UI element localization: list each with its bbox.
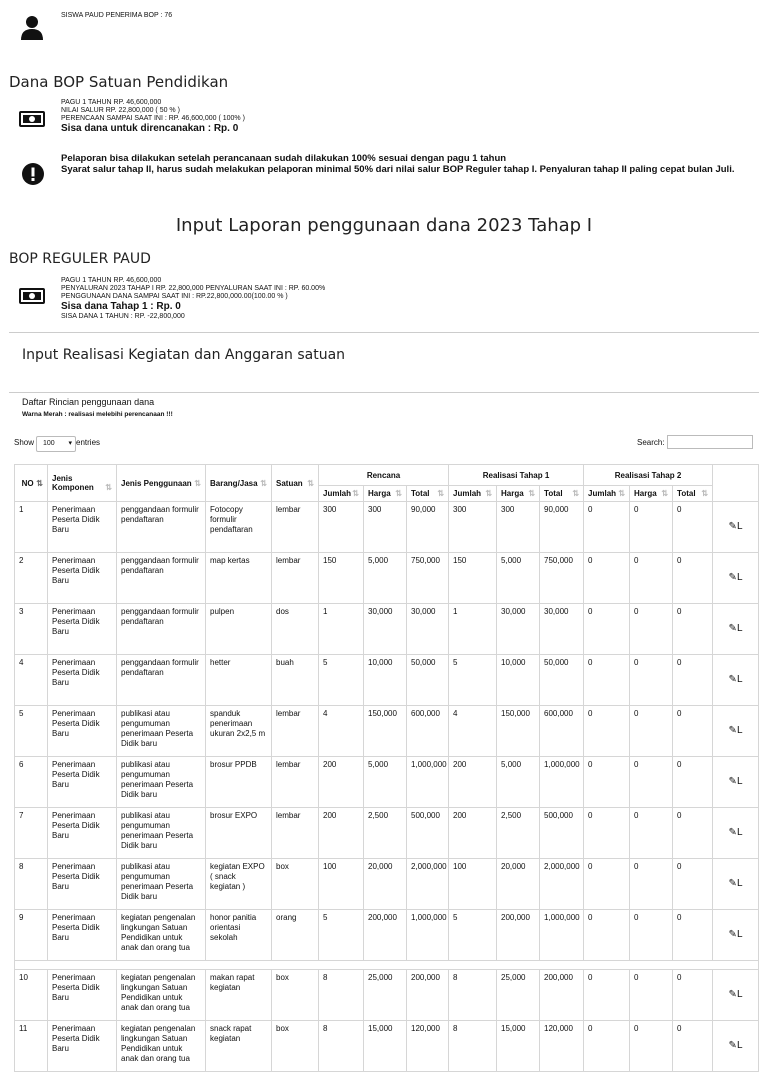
cell-penggunaan: publikasi atau pengumuman penerimaan Peserta Didik baru	[117, 706, 206, 757]
cell-r-j: 200	[319, 808, 364, 859]
cell-t1-h: 300	[497, 502, 540, 553]
edit-label: L	[736, 827, 743, 838]
edit-cell	[713, 706, 759, 757]
cell-barang: spanduk penerimaan ukuran 2x2,5 m	[206, 706, 272, 757]
cell-no: 7	[15, 808, 48, 859]
cell-barang: snack rapat kegiatan	[206, 1021, 272, 1072]
cell-t2-t: 0	[673, 502, 713, 553]
cell-t1-h: 20,000	[497, 859, 540, 910]
edit-button[interactable]	[729, 725, 743, 736]
cell-r-j: 200	[319, 757, 364, 808]
table-row	[15, 859, 759, 910]
cell-t1-j: 200	[449, 757, 497, 808]
cell-no: 1	[15, 502, 48, 553]
cell-jenis: Penerimaan Peserta Didik Baru	[48, 604, 117, 655]
cell-r-h: 25,000	[364, 970, 407, 1021]
cell-jenis: Penerimaan Peserta Didik Baru	[48, 910, 117, 961]
money-icon	[19, 111, 45, 132]
cell-t2-j: 0	[584, 1021, 630, 1072]
cell-t2-j: 0	[584, 808, 630, 859]
cell-t2-t: 0	[673, 553, 713, 604]
edit-cell	[713, 970, 759, 1021]
edit-label: L	[736, 989, 743, 1000]
cell-t2-t: 0	[673, 1021, 713, 1072]
reguler-sisa-tahap-line: Sisa dana Tahap 1 : Rp. 0	[61, 301, 181, 312]
cell-penggunaan: penggandaan formulir pendaftaran	[117, 604, 206, 655]
cell-r-h: 15,000	[364, 1021, 407, 1072]
reguler-pagu-line: PAGU 1 TAHUN RP. 46,600,000	[61, 277, 162, 284]
edit-label: L	[736, 623, 743, 634]
sort-icon: ⇅	[485, 489, 493, 498]
cell-no: 2	[15, 553, 48, 604]
cell-t1-t: 120,000	[540, 1021, 584, 1072]
edit-label: L	[736, 929, 743, 940]
exclamation-icon	[22, 163, 44, 190]
cell-barang: makan rapat kegiatan	[206, 970, 272, 1021]
sort-asc-icon: ⇅	[36, 478, 43, 488]
cell-t1-t: 750,000	[540, 553, 584, 604]
cell-t1-t: 2,000,000	[540, 859, 584, 910]
pencil-icon: ✎	[728, 674, 737, 685]
cell-no: 3	[15, 604, 48, 655]
sort-icon: ⇅	[701, 489, 709, 498]
cell-t1-t: 500,000	[540, 808, 584, 859]
sort-icon: ⇅	[105, 483, 112, 492]
cell-penggunaan: kegiatan pengenalan lingkungan Satuan Pendidikan untuk anak dan orang tua	[117, 1021, 206, 1072]
cell-t2-h: 0	[630, 706, 673, 757]
pencil-icon: ✎	[728, 929, 737, 940]
pencil-icon: ✎	[728, 827, 737, 838]
cell-jenis: Penerimaan Peserta Didik Baru	[48, 808, 117, 859]
cell-r-j: 8	[319, 1021, 364, 1072]
cell-satuan: box	[272, 859, 319, 910]
col-no[interactable]: NO ⇅	[15, 465, 48, 502]
cell-t2-t: 0	[673, 970, 713, 1021]
cell-no: 6	[15, 757, 48, 808]
search-label: Search:	[637, 438, 665, 447]
cell-t2-t: 0	[673, 706, 713, 757]
salur-line: NILAI SALUR RP. 22,800,000 ( 50 % )	[61, 107, 180, 114]
cell-r-h: 20,000	[364, 859, 407, 910]
cell-t2-t: 0	[673, 604, 713, 655]
cell-t2-t: 0	[673, 808, 713, 859]
cell-r-t: 600,000	[407, 706, 449, 757]
students-count: SISWA PAUD PENERIMA BOP : 76	[61, 12, 173, 19]
rincian-table	[14, 464, 759, 1072]
cell-t2-h: 0	[630, 910, 673, 961]
cell-satuan: box	[272, 1021, 319, 1072]
cell-jenis: Penerimaan Peserta Didik Baru	[48, 502, 117, 553]
cell-r-j: 4	[319, 706, 364, 757]
cell-barang: honor panitia orientasi sekolah	[206, 910, 272, 961]
edit-cell	[713, 655, 759, 706]
reguler-penggunaan-line: PENGGUNAAN DANA SAMPAI SAAT INI : RP.22,800,000.00(100.00 % )	[61, 293, 288, 300]
col-barang-jasa[interactable]: Barang/Jasa ⇅	[206, 465, 272, 502]
edit-button[interactable]	[729, 674, 743, 685]
cell-r-t: 50,000	[407, 655, 449, 706]
cell-t2-t: 0	[673, 757, 713, 808]
group-tahap-1: Realisasi Tahap 1	[449, 465, 584, 486]
cell-r-j: 150	[319, 553, 364, 604]
warning-text: Warna Merah : realisasi melebihi perencanaan !!!	[22, 411, 173, 418]
edit-cell	[713, 1021, 759, 1072]
pencil-icon: ✎	[728, 1040, 737, 1051]
sort-icon: ⇅	[395, 489, 402, 498]
cell-t2-j: 0	[584, 706, 630, 757]
table-row	[15, 1021, 759, 1072]
edit-label: L	[736, 776, 743, 787]
cell-jenis: Penerimaan Peserta Didik Baru	[48, 859, 117, 910]
cell-r-j: 5	[319, 910, 364, 961]
cell-barang: map kertas	[206, 553, 272, 604]
cell-t1-h: 15,000	[497, 1021, 540, 1072]
cell-t2-h: 0	[630, 757, 673, 808]
cell-penggunaan: kegiatan pengenalan lingkungan Satuan Pendidikan untuk anak dan orang tua	[117, 910, 206, 961]
cell-t2-h: 0	[630, 808, 673, 859]
cell-t1-j: 8	[449, 1021, 497, 1072]
entries-select[interactable]	[36, 436, 76, 452]
cell-t1-j: 5	[449, 910, 497, 961]
table-row	[15, 604, 759, 655]
cell-no: 10	[15, 970, 48, 1021]
page-title: Input Laporan penggunaan dana 2023 Tahap I	[175, 215, 593, 236]
cell-satuan: lembar	[272, 502, 319, 553]
sort-icon: ⇅	[194, 478, 201, 488]
col-tahap2-jumlah[interactable]: Jumlah ⇅	[584, 486, 630, 502]
cell-t2-h: 0	[630, 859, 673, 910]
cell-satuan: dos	[272, 604, 319, 655]
group-rencana: Rencana	[319, 465, 449, 486]
cell-t2-t: 0	[673, 655, 713, 706]
cell-no: 9	[15, 910, 48, 961]
notice-line-2: Syarat salur tahap II, harus sudah melakukan pelaporan minimal 50% dari nilai salur BOP Reguler tahap I. Penyaluran tahap II paling cepat bulan Juli.	[61, 164, 735, 175]
cell-r-h: 5,000	[364, 553, 407, 604]
col-jenis-komponen[interactable]: Jenis Komponen ⇅	[48, 465, 117, 502]
col-tahap2-total[interactable]: Total ⇅	[673, 486, 713, 502]
pencil-icon: ✎	[728, 623, 737, 634]
cell-r-h: 5,000	[364, 757, 407, 808]
cell-penggunaan: publikasi atau pengumuman penerimaan Peserta Didik baru	[117, 859, 206, 910]
cell-barang: kegiatan EXPO ( snack kegiatan )	[206, 859, 272, 910]
cell-t1-t: 1,000,000	[540, 910, 584, 961]
cell-satuan: lembar	[272, 553, 319, 604]
table-row	[15, 502, 759, 553]
show-label: Show	[14, 438, 35, 447]
pencil-icon: ✎	[728, 521, 737, 532]
cell-jenis: Penerimaan Peserta Didik Baru	[48, 1021, 117, 1072]
sort-icon: ⇅	[661, 489, 669, 498]
edit-label: L	[736, 572, 743, 583]
cell-t2-j: 0	[584, 604, 630, 655]
edit-cell	[713, 859, 759, 910]
cell-r-j: 5	[319, 655, 364, 706]
cell-penggunaan: penggandaan formulir pendaftaran	[117, 655, 206, 706]
cell-barang: Fotocopy formulir pendaftaran	[206, 502, 272, 553]
cell-t2-h: 0	[630, 655, 673, 706]
sort-icon: ⇅	[307, 478, 314, 488]
edit-cell	[713, 910, 759, 961]
cell-r-t: 120,000	[407, 1021, 449, 1072]
entries-label: entries	[76, 438, 101, 447]
pencil-icon: ✎	[728, 725, 737, 736]
pagu-line: PAGU 1 TAHUN RP. 46,600,000	[61, 99, 162, 106]
cell-r-t: 1,000,000	[407, 757, 449, 808]
pencil-icon: ✎	[728, 878, 737, 889]
edit-label: L	[736, 878, 743, 889]
cell-t1-j: 8	[449, 970, 497, 1021]
cell-r-h: 300	[364, 502, 407, 553]
edit-label: L	[736, 725, 743, 736]
table-row	[15, 970, 759, 1021]
cell-t1-j: 1	[449, 604, 497, 655]
reguler-title: BOP REGULER PAUD	[9, 251, 151, 267]
cell-r-t: 750,000	[407, 553, 449, 604]
notice-line-1: Pelaporan bisa dilakukan setelah perancanaan sudah dilakukan 100% sesuai dengan pagu 1 tahun	[61, 153, 507, 164]
cell-satuan: box	[272, 970, 319, 1021]
cell-no: 11	[15, 1021, 48, 1072]
cell-penggunaan: publikasi atau pengumuman penerimaan Peserta Didik baru	[117, 808, 206, 859]
page-break-cell	[15, 961, 759, 970]
cell-t1-h: 200,000	[497, 910, 540, 961]
user-icon	[20, 14, 44, 40]
table-row	[15, 910, 759, 961]
cell-penggunaan: penggandaan formulir pendaftaran	[117, 553, 206, 604]
edit-label: L	[736, 674, 743, 685]
edit-cell	[713, 757, 759, 808]
cell-jenis: Penerimaan Peserta Didik Baru	[48, 706, 117, 757]
col-rencana-jumlah[interactable]: Jumlah ⇅	[319, 486, 364, 502]
cell-t1-h: 150,000	[497, 706, 540, 757]
sort-icon: ⇅	[618, 489, 626, 498]
table-row	[15, 655, 759, 706]
edit-cell	[713, 553, 759, 604]
col-action	[713, 465, 759, 502]
cell-r-j: 100	[319, 859, 364, 910]
cell-t1-t: 30,000	[540, 604, 584, 655]
pencil-icon: ✎	[728, 776, 737, 787]
col-rencana-total[interactable]: Total ⇅	[407, 486, 449, 502]
cell-t2-j: 0	[584, 859, 630, 910]
sort-icon: ⇅	[528, 489, 536, 498]
cell-t2-h: 0	[630, 502, 673, 553]
sisa-dana-line: Sisa dana untuk direncanakan : Rp. 0	[61, 123, 239, 134]
cell-r-h: 200,000	[364, 910, 407, 961]
cell-r-t: 500,000	[407, 808, 449, 859]
table-row	[15, 553, 759, 604]
edit-label: L	[736, 1040, 743, 1051]
cell-penggunaan: penggandaan formulir pendaftaran	[117, 502, 206, 553]
table-row	[15, 706, 759, 757]
cell-t1-h: 5,000	[497, 757, 540, 808]
col-tahap1-jumlah[interactable]: Jumlah ⇅	[449, 486, 497, 502]
chevron-down-icon: ▾	[68, 440, 72, 447]
cell-r-t: 90,000	[407, 502, 449, 553]
cell-t2-j: 0	[584, 757, 630, 808]
cell-r-h: 2,500	[364, 808, 407, 859]
pencil-icon: ✎	[728, 572, 737, 583]
cell-satuan: lembar	[272, 757, 319, 808]
cell-t2-h: 0	[630, 604, 673, 655]
cell-r-t: 1,000,000	[407, 910, 449, 961]
list-title: Daftar Rincian penggunaan dana	[22, 397, 155, 407]
cell-r-h: 150,000	[364, 706, 407, 757]
cell-t2-j: 0	[584, 655, 630, 706]
cell-jenis: Penerimaan Peserta Didik Baru	[48, 970, 117, 1021]
cell-t1-j: 5	[449, 655, 497, 706]
cell-t2-j: 0	[584, 970, 630, 1021]
sort-icon: ⇅	[572, 489, 580, 498]
edit-button[interactable]	[729, 989, 743, 1000]
edit-cell	[713, 502, 759, 553]
col-rencana-harga[interactable]: Harga ⇅	[364, 486, 407, 502]
cell-t2-h: 0	[630, 970, 673, 1021]
cell-no: 5	[15, 706, 48, 757]
cell-satuan: buah	[272, 655, 319, 706]
cell-r-t: 200,000	[407, 970, 449, 1021]
cell-t2-j: 0	[584, 553, 630, 604]
cell-barang: pulpen	[206, 604, 272, 655]
dana-title: Dana BOP Satuan Pendidikan	[9, 73, 229, 91]
edit-cell	[713, 808, 759, 859]
cell-t2-t: 0	[673, 910, 713, 961]
cell-t2-h: 0	[630, 553, 673, 604]
cell-satuan: lembar	[272, 706, 319, 757]
cell-t2-j: 0	[584, 910, 630, 961]
col-jenis-penggunaan[interactable]: Jenis Penggunaan ⇅	[117, 465, 206, 502]
cell-t1-h: 5,000	[497, 553, 540, 604]
cell-t1-j: 150	[449, 553, 497, 604]
cell-penggunaan: kegiatan pengenalan lingkungan Satuan Pendidikan untuk anak dan orang tua	[117, 970, 206, 1021]
cell-t1-t: 600,000	[540, 706, 584, 757]
cell-r-h: 30,000	[364, 604, 407, 655]
cell-t1-h: 25,000	[497, 970, 540, 1021]
cell-no: 4	[15, 655, 48, 706]
cell-penggunaan: publikasi atau pengumuman penerimaan Peserta Didik baru	[117, 757, 206, 808]
cell-jenis: Penerimaan Peserta Didik Baru	[48, 553, 117, 604]
reguler-sisa-tahun-line: SISA DANA 1 TAHUN : RP. -22,800,000	[61, 313, 185, 320]
cell-no: 8	[15, 859, 48, 910]
cell-t1-j: 100	[449, 859, 497, 910]
cell-t1-h: 2,500	[497, 808, 540, 859]
money-icon	[19, 288, 45, 309]
col-tahap2-harga[interactable]: Harga ⇅	[630, 486, 673, 502]
cell-t2-j: 0	[584, 502, 630, 553]
edit-button[interactable]	[729, 1040, 743, 1051]
cell-r-j: 300	[319, 502, 364, 553]
cell-t1-j: 200	[449, 808, 497, 859]
cell-t1-t: 50,000	[540, 655, 584, 706]
edit-button[interactable]	[729, 521, 743, 532]
sort-icon: ⇅	[437, 489, 445, 498]
cell-t2-t: 0	[673, 859, 713, 910]
search-input[interactable]	[667, 435, 753, 449]
sort-icon: ⇅	[352, 489, 359, 498]
cell-jenis: Penerimaan Peserta Didik Baru	[48, 655, 117, 706]
pencil-icon: ✎	[728, 989, 737, 1000]
edit-button[interactable]	[729, 827, 743, 838]
cell-r-h: 10,000	[364, 655, 407, 706]
cell-t1-j: 4	[449, 706, 497, 757]
col-satuan[interactable]: Satuan ⇅	[272, 465, 319, 502]
col-tahap1-harga[interactable]: Harga ⇅	[497, 486, 540, 502]
edit-label: L	[736, 521, 743, 532]
edit-button[interactable]	[729, 776, 743, 787]
edit-button[interactable]	[729, 572, 743, 583]
table-page-break	[15, 961, 759, 970]
edit-button[interactable]	[729, 878, 743, 889]
cell-t1-h: 30,000	[497, 604, 540, 655]
perencanaan-line: PERENCAAN SAMPAI SAAT INI : RP. 46,600,000 ( 100% )	[61, 115, 245, 122]
reguler-penyaluran-line: PENYALURAN 2023 TAHAP I RP. 22,800,000 PENYALURAN SAAT INI : RP. 60.00%	[61, 285, 326, 292]
cell-barang: brosur PPDB	[206, 757, 272, 808]
cell-jenis: Penerimaan Peserta Didik Baru	[48, 757, 117, 808]
cell-t1-h: 10,000	[497, 655, 540, 706]
edit-button[interactable]	[729, 623, 743, 634]
cell-t1-t: 1,000,000	[540, 757, 584, 808]
section-title: Input Realisasi Kegiatan dan Anggaran satuan	[22, 347, 346, 363]
col-tahap1-total[interactable]: Total ⇅	[540, 486, 584, 502]
table-row	[15, 808, 759, 859]
group-tahap-2: Realisasi Tahap 2	[584, 465, 713, 486]
cell-satuan: orang	[272, 910, 319, 961]
cell-t1-t: 200,000	[540, 970, 584, 1021]
cell-barang: hetter	[206, 655, 272, 706]
edit-cell	[713, 604, 759, 655]
table-row	[15, 757, 759, 808]
cell-t1-t: 90,000	[540, 502, 584, 553]
sort-icon: ⇅	[260, 478, 267, 488]
entries-select-value: 100	[43, 440, 55, 447]
edit-button[interactable]	[729, 929, 743, 940]
cell-r-j: 1	[319, 604, 364, 655]
cell-t1-j: 300	[449, 502, 497, 553]
cell-r-t: 2,000,000	[407, 859, 449, 910]
cell-barang: brosur EXPO	[206, 808, 272, 859]
cell-r-t: 30,000	[407, 604, 449, 655]
cell-t2-h: 0	[630, 1021, 673, 1072]
cell-satuan: lembar	[272, 808, 319, 859]
cell-r-j: 8	[319, 970, 364, 1021]
